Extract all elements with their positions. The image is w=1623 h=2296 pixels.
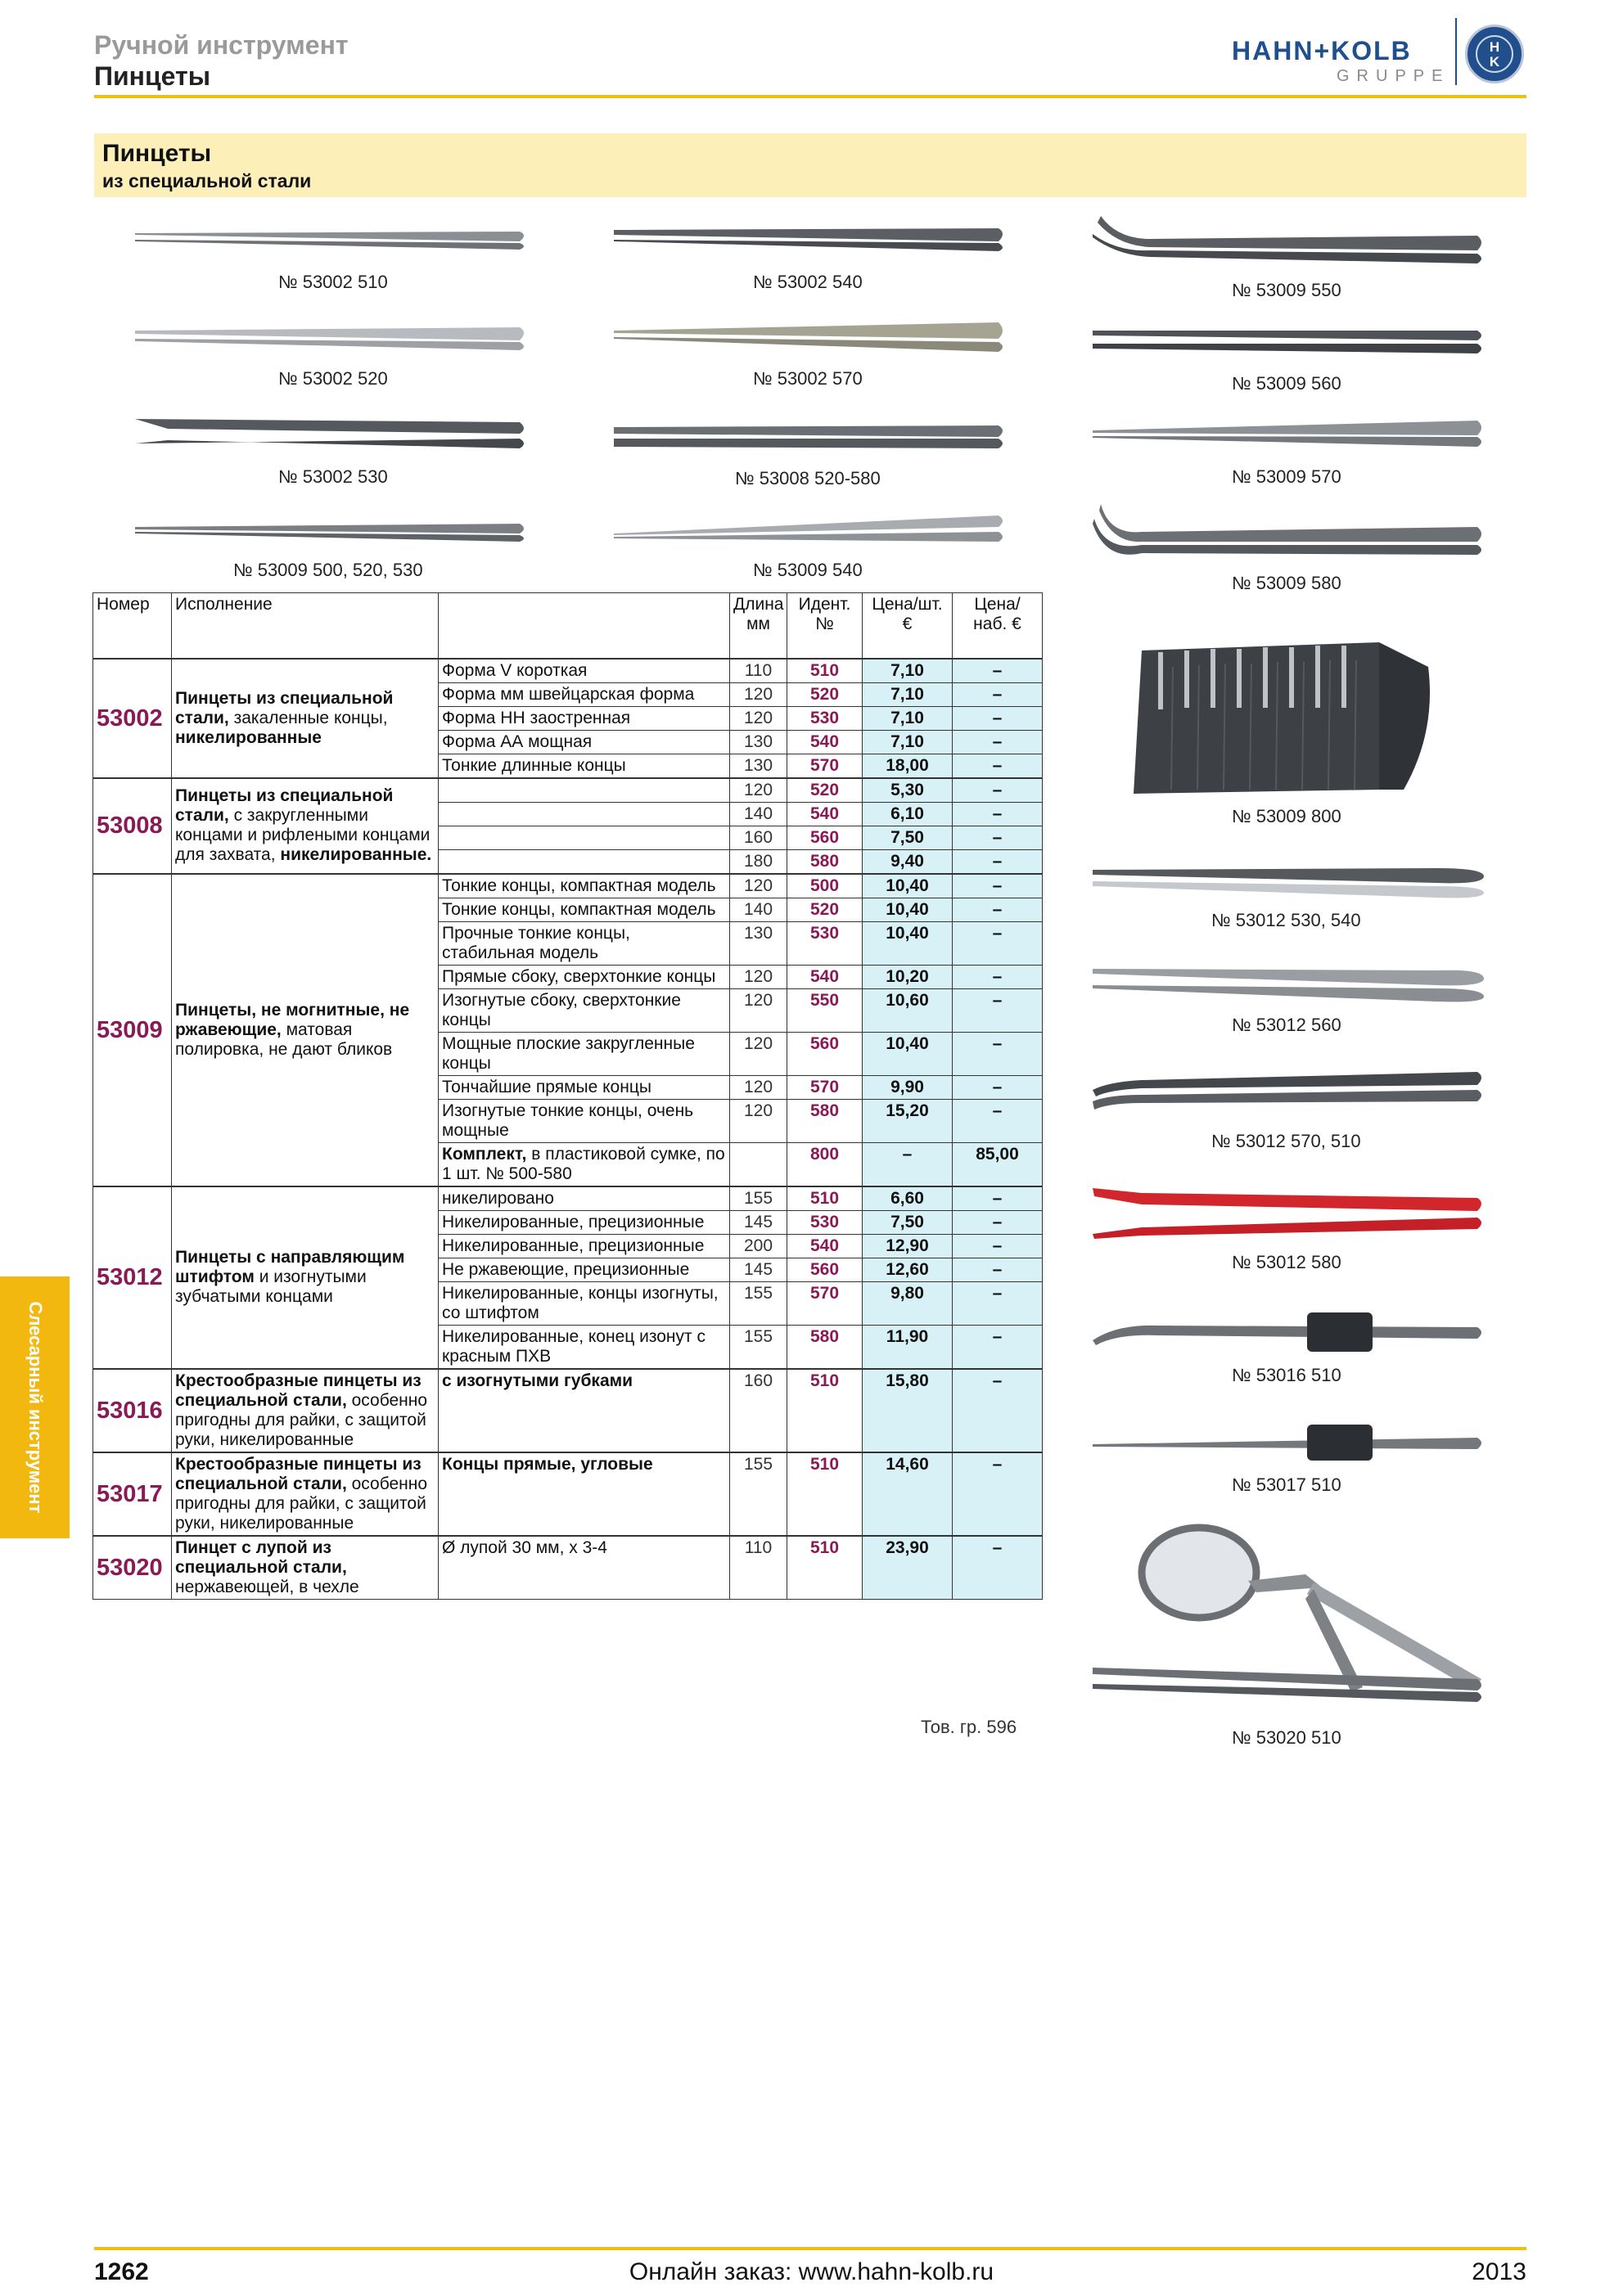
section-band [94,133,1526,197]
price-cell: 11,90 [863,1325,953,1369]
caption-53002-510: № 53002 510 [278,272,388,292]
length-cell: 180 [730,849,787,874]
set-price-cell: – [953,898,1043,921]
catalog-year: 2013 [1472,2258,1526,2285]
ident-cell: 540 [787,730,863,754]
article-description [172,1452,439,1536]
length-cell: 120 [730,1032,787,1075]
set-price-cell: 85,00 [953,1142,1043,1186]
description-bold: Крестообразные пинцеты из специальной стали, [175,1454,422,1493]
set-price-cell: – [953,754,1043,778]
header-variant [439,593,730,659]
length-cell: 120 [730,988,787,1032]
length-cell: 120 [730,778,787,803]
spec-table [92,592,1043,1600]
header-category: Ручной инструмент [94,30,349,60]
variant-text: Форма АА мощная [442,732,593,751]
price-cell: 7,50 [863,826,953,849]
variant-text: никелировано [442,1188,554,1208]
length-cell: 140 [730,802,787,826]
variant-cell [439,1099,730,1142]
set-price-cell: – [953,1210,1043,1234]
ident-cell: 520 [787,898,863,921]
variant-text: Изогнутые тонкие концы, очень мощные [442,1101,694,1140]
set-price-cell: – [953,826,1043,849]
set-price-cell: – [953,1369,1043,1452]
ident-cell: 530 [787,921,863,965]
variant-text: Никелированные, конец изонут с красным ПХВ [442,1326,706,1366]
variant-text: Тонкие концы, компактная модель [442,899,716,919]
ident-cell: 540 [787,965,863,988]
caption-53009-550: № 53009 550 [1232,280,1341,300]
spec-table-body [93,659,1043,1600]
caption-53002-520: № 53002 520 [278,368,388,389]
article-description [172,1536,439,1600]
variant-cell [439,1210,730,1234]
price-cell: 7,10 [863,682,953,706]
variant-cell [439,1452,730,1536]
variant-text: Ø лупой 30 мм, x 3-4 [442,1537,607,1557]
logo-brand: HAHN+KOLB [1232,36,1412,65]
caption-53017-510: № 53017 510 [1232,1474,1341,1495]
logo-divider [1455,18,1457,85]
set-price-cell: – [953,1099,1043,1142]
set-price-cell: – [953,1281,1043,1325]
length-cell: 130 [730,754,787,778]
caption-53009-570: № 53009 570 [1232,466,1341,487]
tweezers-53009-540-image [614,509,1007,547]
variant-text: Мощные плоские закругленные концы [442,1033,695,1073]
article-description [172,1186,439,1369]
variant-cell [439,1142,730,1186]
tweezers-53002-520-image [135,322,528,355]
header-title: Пинцеты [94,61,211,91]
header-ident: Идент. № [787,593,863,659]
set-price-cell: – [953,1032,1043,1075]
header-length: Длина мм [730,593,787,659]
set-price-cell: – [953,1258,1043,1281]
description-bold: Пинцеты с направляющим штифтом [175,1248,405,1286]
variant-cell [439,659,730,683]
ident-cell: 510 [787,1452,863,1536]
caption-53012-580: № 53012 580 [1232,1252,1341,1272]
variant-text: Форма V короткая [442,660,588,680]
table-row [93,1369,1043,1452]
header-rule [94,95,1526,98]
price-cell: 6,10 [863,802,953,826]
ident-cell: 580 [787,1325,863,1369]
variant-cell [439,1536,730,1600]
variant-cell [439,730,730,754]
ident-cell: 530 [787,706,863,730]
price-cell: 6,60 [863,1186,953,1211]
caption-53012-560: № 53012 560 [1232,1015,1341,1035]
product-group-note: Тов. гр. 596 [921,1717,1017,1737]
caption-53016-510: № 53016 510 [1232,1365,1341,1385]
logo-badge-icon [1465,25,1524,83]
price-cell: 23,90 [863,1536,953,1600]
length-cell: 120 [730,706,787,730]
variant-text: в пластиковой сумке, по 1 шт. № 500-580 [442,1144,725,1183]
price-cell: 15,80 [863,1369,953,1452]
variant-cell [439,1258,730,1281]
set-price-cell: – [953,659,1043,683]
length-cell: 120 [730,1099,787,1142]
length-cell: 145 [730,1258,787,1281]
set-price-cell: – [953,730,1043,754]
price-cell: 9,90 [863,1075,953,1099]
variant-cell [439,1234,730,1258]
length-cell: 155 [730,1186,787,1211]
table-row [93,659,1043,683]
ident-cell: 560 [787,1258,863,1281]
length-cell: 160 [730,1369,787,1452]
price-cell: 10,60 [863,988,953,1032]
caption-53008: № 53008 520-580 [735,468,881,488]
tweezers-53002-540-image [614,223,1007,256]
ident-cell: 510 [787,1186,863,1211]
tweezers-53002-530-image [135,416,528,452]
description-bold-end: никелированные [175,727,322,747]
ident-cell: 520 [787,778,863,803]
ident-cell: 510 [787,659,863,683]
price-cell: 12,60 [863,1258,953,1281]
ident-cell: 570 [787,754,863,778]
article-description [172,874,439,1186]
price-cell: 7,10 [863,706,953,730]
price-cell: – [863,1142,953,1186]
caption-53012-570: № 53012 570, 510 [1211,1131,1361,1151]
variant-text: Форма мм швейцарская форма [442,684,695,704]
tweezers-53009-570-image [1093,417,1485,452]
set-price-cell: – [953,1186,1043,1211]
tweezers-set-pouch-image [1134,634,1436,798]
tweezers-magnifier-image [1093,1524,1485,1712]
price-cell: 10,40 [863,898,953,921]
variant-cell [439,965,730,988]
page-number: 1262 [94,2258,149,2285]
side-tab [0,1276,70,1538]
description-text: особенно пригодны для райки, с защитой руки, никелированные [175,1474,428,1533]
variant-cell [439,874,730,898]
variant-text: Форма НН заостренная [442,708,631,727]
variant-bold: Комплект, [442,1144,527,1164]
ident-cell: 510 [787,1536,863,1600]
set-price-cell: – [953,988,1043,1032]
caption-53020-510: № 53020 510 [1232,1727,1341,1748]
length-cell: 110 [730,659,787,683]
price-cell: 5,30 [863,778,953,803]
caption-53009-500: № 53009 500, 520, 530 [233,560,423,580]
set-price-cell: – [953,802,1043,826]
price-cell: 12,90 [863,1234,953,1258]
page-header [94,29,349,92]
article-number: 53009 [93,874,172,1186]
table-row [93,778,1043,803]
caption-53009-580: № 53009 580 [1232,573,1341,593]
ident-cell: 570 [787,1281,863,1325]
article-number: 53012 [93,1186,172,1369]
variant-text: Тончайшие прямые концы [442,1077,651,1096]
article-number: 53008 [93,778,172,874]
variant-text: Никелированные, концы изогнуты, со штифтом [442,1283,719,1322]
price-cell: 7,10 [863,659,953,683]
variant-text: Изогнутые сбоку, сверхтонкие концы [442,990,681,1029]
caption-53002-540: № 53002 540 [753,272,863,292]
length-cell: 120 [730,1075,787,1099]
variant-cell [439,802,730,826]
tweezers-53012-570-image [1093,1065,1485,1114]
length-cell: 110 [730,1536,787,1600]
description-text: особенно пригодны для райки, с защитой руки, никелированные [175,1390,428,1449]
variant-cell [439,1032,730,1075]
description-text: матовая полировка, не дают бликов [175,1020,393,1059]
tweezers-53009-550-image [1093,214,1485,268]
variant-text: Прямые сбоку, сверхтонкие концы [442,966,716,986]
set-price-cell: – [953,921,1043,965]
table-row [93,1186,1043,1211]
ident-cell: 500 [787,874,863,898]
variant-cell [439,1281,730,1325]
ident-cell: 800 [787,1142,863,1186]
variant-cell [439,826,730,849]
length-cell: 155 [730,1281,787,1325]
article-number: 53016 [93,1369,172,1452]
variant-cell [439,778,730,803]
tweezers-53012-530-image [1093,863,1485,901]
set-price-cell: – [953,778,1043,803]
set-price-cell: – [953,1452,1043,1536]
variant-text: Прочные тонкие концы, стабильная модель [442,923,630,962]
description-bold-end: никелированные. [280,845,432,864]
variant-cell [439,1075,730,1099]
set-price-cell: – [953,1536,1043,1600]
description-text: нержавеющей, в чехле [175,1577,359,1596]
ident-cell: 540 [787,802,863,826]
side-tab-label: Слесарный инструмент [25,1301,46,1514]
caption-53002-570: № 53002 570 [753,368,863,389]
variant-bold: с изогнутыми губками [442,1371,633,1390]
header-price-set: Цена/ наб. € [953,593,1043,659]
price-cell: 7,50 [863,1210,953,1234]
description-bold: Пинцет с лупой из специальной стали, [175,1537,347,1577]
description-bold: Пинцеты из специальной стали, [175,688,394,727]
set-price-cell: – [953,874,1043,898]
price-cell: 9,40 [863,849,953,874]
ident-cell: 540 [787,1234,863,1258]
variant-text: Никелированные, прецизионные [442,1236,705,1255]
tweezers-53017-510-image [1093,1420,1485,1465]
set-price-cell: – [953,682,1043,706]
ident-cell: 570 [787,1075,863,1099]
ident-cell: 530 [787,1210,863,1234]
tweezers-53002-570-image [614,319,1007,355]
price-cell: 10,20 [863,965,953,988]
price-cell: 15,20 [863,1099,953,1142]
header-number: Номер [93,593,172,659]
caption-53002-530: № 53002 530 [278,466,388,487]
price-cell: 14,60 [863,1452,953,1536]
article-number: 53017 [93,1452,172,1536]
section-subtitle: из специальной стали [102,170,312,191]
svg-text:K: K [1489,54,1500,70]
svg-text:H: H [1489,39,1500,55]
variant-cell [439,849,730,874]
header-design: Исполнение [172,593,439,659]
length-cell: 200 [730,1234,787,1258]
ident-cell: 550 [787,988,863,1032]
length-cell: 120 [730,682,787,706]
length-cell: 130 [730,730,787,754]
variant-cell [439,1369,730,1452]
price-cell: 10,40 [863,874,953,898]
caption-53009-800: № 53009 800 [1232,806,1341,826]
set-price-cell: – [953,1325,1043,1369]
online-order-link[interactable]: Онлайн заказ: www.hahn-kolb.ru [629,2258,994,2285]
tweezers-53016-510-image [1093,1308,1485,1357]
description-text: закаленные концы, [228,708,388,727]
length-cell: 120 [730,874,787,898]
header-price-piece: Цена/шт. € [863,593,953,659]
article-description [172,778,439,874]
tweezers-53009-560-image [1093,326,1485,358]
caption-53009-560: № 53009 560 [1232,373,1341,394]
tweezers-53002-510-image [135,223,528,256]
variant-bold: Концы прямые, угловые [442,1454,653,1474]
article-description [172,1369,439,1452]
variant-text: Никелированные, прецизионные [442,1212,705,1231]
ident-cell: 520 [787,682,863,706]
variant-cell [439,682,730,706]
length-cell: 130 [730,921,787,965]
length-cell: 160 [730,826,787,849]
length-cell [730,1142,787,1186]
ident-cell: 560 [787,1032,863,1075]
description-bold: Крестообразные пинцеты из специальной стали, [175,1371,422,1410]
price-cell: 10,40 [863,1032,953,1075]
set-price-cell: – [953,706,1043,730]
length-cell: 140 [730,898,787,921]
article-number: 53002 [93,659,172,778]
variant-cell [439,706,730,730]
tweezers-53012-560-image [1093,964,1485,1005]
ident-cell: 580 [787,1099,863,1142]
set-price-cell: – [953,1075,1043,1099]
length-cell: 155 [730,1452,787,1536]
variant-cell [439,1325,730,1369]
tweezers-53008-image [614,422,1007,452]
description-bold: Пинцеты, не могнитные, не ржавеющие, [175,1000,410,1039]
price-cell: 18,00 [863,754,953,778]
price-cell: 10,40 [863,921,953,965]
variant-cell [439,921,730,965]
variant-cell [439,988,730,1032]
set-price-cell: – [953,1234,1043,1258]
caption-53009-540: № 53009 540 [753,560,863,580]
variant-cell [439,754,730,778]
set-price-cell: – [953,965,1043,988]
description-text: с закругленными концами и рифлеными концами для захвата, [175,806,431,864]
length-cell: 155 [730,1325,787,1369]
footer-rule [94,2247,1526,2250]
set-price-cell: – [953,849,1043,874]
tweezers-53012-580-image [1093,1185,1485,1242]
description-text: и изогнутыми зубчатыми концами [175,1267,367,1306]
variant-text: Тонкие длинные концы [442,755,626,775]
ident-cell: 580 [787,849,863,874]
article-number: 53020 [93,1536,172,1600]
table-row [93,874,1043,898]
variant-text: Не ржавеющие, прецизионные [442,1259,690,1279]
table-row [93,1452,1043,1536]
length-cell: 120 [730,965,787,988]
variant-text: Тонкие концы, компактная модель [442,876,716,895]
hahn-kolb-logo [1232,18,1526,93]
price-cell: 9,80 [863,1281,953,1325]
price-cell: 7,10 [863,730,953,754]
tweezers-53009-500-image [135,517,528,547]
table-row [93,1536,1043,1600]
description-bold: Пинцеты из специальной стали, [175,786,394,825]
ident-cell: 510 [787,1369,863,1452]
section-title: Пинцеты [102,140,212,167]
logo-subbrand: GRUPPE [1337,67,1450,85]
article-description [172,659,439,778]
length-cell: 145 [730,1210,787,1234]
variant-cell [439,898,730,921]
caption-53012-530: № 53012 530, 540 [1211,910,1361,930]
ident-cell: 560 [787,826,863,849]
variant-cell [439,1186,730,1211]
tweezers-53009-580-image [1093,502,1485,565]
